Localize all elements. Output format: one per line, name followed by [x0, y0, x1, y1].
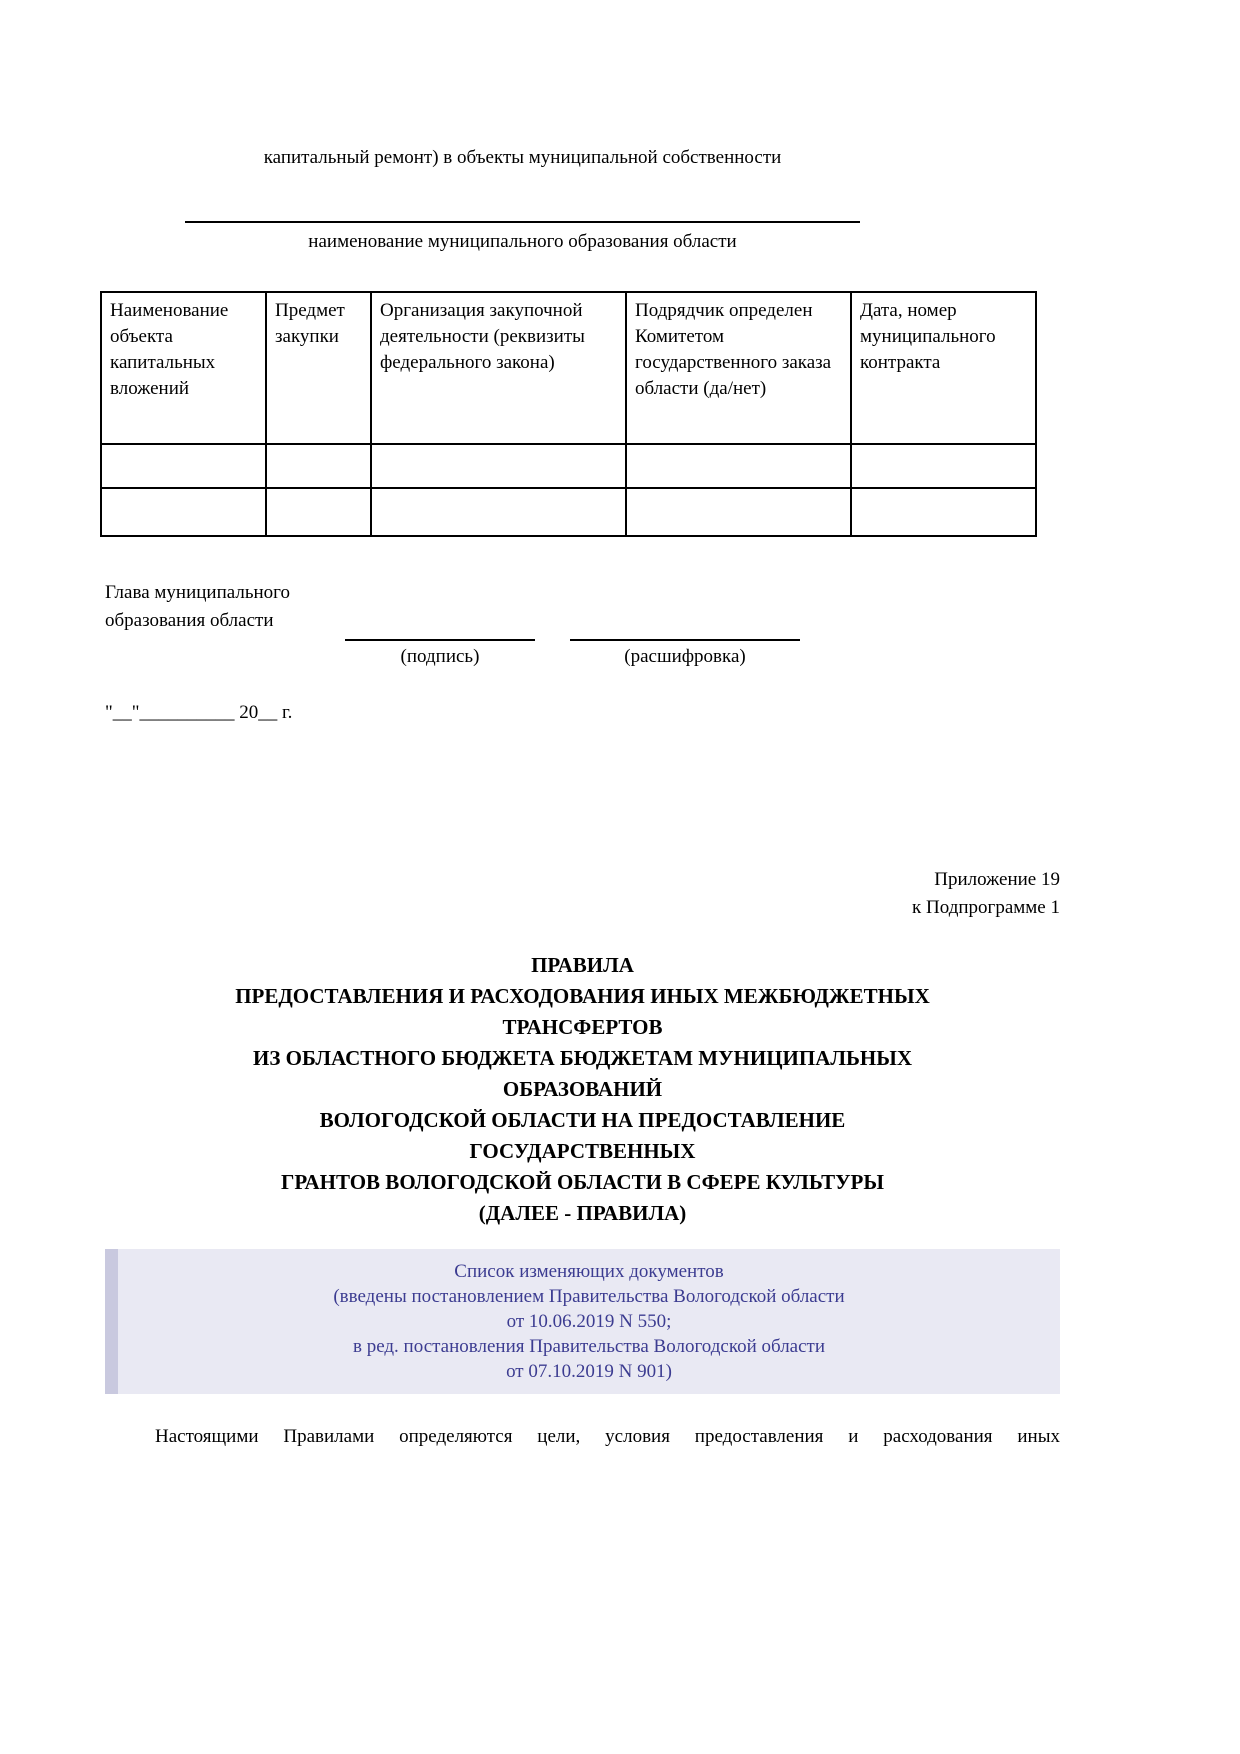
rules-title-line: ТРАНСФЕРТОВ	[502, 1015, 663, 1039]
table-cell	[626, 444, 851, 488]
amendments-line: Список изменяющих документов	[454, 1261, 724, 1282]
rules-title-line: ПРЕДОСТАВЛЕНИЯ И РАСХОДОВАНИЯ ИНЫХ МЕЖБЮДЖЕТНЫХ	[235, 984, 930, 1008]
amendments-line: от 10.06.2019 N 550;	[506, 1311, 672, 1332]
appendix-subprogram: к Подпрограмме 1	[912, 897, 1060, 918]
municipality-name-underline	[185, 221, 860, 223]
rules-title-line: ГОСУДАРСТВЕННЫХ	[469, 1139, 696, 1163]
amendments-box-content	[118, 1249, 1060, 1394]
table-header-row	[101, 292, 1036, 444]
rules-title-line: ИЗ ОБЛАСТНОГО БЮДЖЕТА БЮДЖЕТАМ МУНИЦИПАЛЬНЫХ	[252, 1046, 913, 1070]
form-header-block	[105, 0, 940, 255]
table-header-object-name: Наименование объекта капитальных вложений	[101, 292, 266, 444]
signature-section	[105, 579, 1060, 670]
table-cell	[851, 444, 1036, 488]
signature-role-line-2: образования области	[105, 610, 274, 631]
rules-title-line: ПРАВИЛА	[531, 953, 634, 977]
table-cell	[371, 488, 626, 536]
table-header-procurement-subject: Предмет закупки	[266, 292, 371, 444]
table-cell	[266, 444, 371, 488]
amendments-line: в ред. постановления Правительства Вологодской области	[352, 1336, 826, 1357]
table-cell	[371, 444, 626, 488]
table-cell	[626, 488, 851, 536]
table-cell	[266, 488, 371, 536]
amendments-line: (введены постановлением Правительства Вологодской области	[333, 1286, 845, 1307]
appendix-reference	[105, 866, 1060, 922]
signature-column	[345, 579, 535, 670]
transcript-column	[570, 579, 800, 670]
form-continuation-text: капитальный ремонт) в объекты муниципальной собственности	[263, 147, 782, 168]
table-row	[101, 488, 1036, 536]
transcript-underline	[570, 579, 800, 641]
signature-role-label	[105, 579, 345, 670]
document-content	[105, 0, 1060, 1450]
amendments-box-left-strip	[105, 1249, 118, 1394]
rules-title-line: ВОЛОГОДСКОЙ ОБЛАСТИ НА ПРЕДОСТАВЛЕНИЕ	[319, 1108, 846, 1132]
rules-title-line: ОБРАЗОВАНИЙ	[502, 1077, 663, 1101]
table-header-contract-date-number: Дата, номер муниципального контракта	[851, 292, 1036, 444]
table-cell	[101, 444, 266, 488]
appendix-number: Приложение 19	[934, 869, 1060, 890]
date-blank-line: "__"__________ 20__ г.	[105, 702, 293, 723]
table-header-contractor-committee: Подрядчик определен Комитетом государственного заказа области (да/нет)	[626, 292, 851, 444]
table-header-procurement-organization: Организация закупочной деятельности (реквизиты федерального закона)	[371, 292, 626, 444]
amendments-box	[105, 1249, 1060, 1394]
table-row	[101, 444, 1036, 488]
municipality-name-caption: наименование муниципального образования области	[308, 231, 737, 252]
rules-title-line: ГРАНТОВ ВОЛОГОДСКОЙ ОБЛАСТИ В СФЕРЕ КУЛЬТУРЫ	[280, 1170, 884, 1194]
capital-investments-table	[100, 291, 1037, 537]
signature-underline	[345, 579, 535, 641]
table-cell	[851, 488, 1036, 536]
transcript-caption: (расшифровка)	[624, 646, 746, 667]
rules-title-line: (ДАЛЕЕ - ПРАВИЛА)	[478, 1201, 687, 1225]
amendments-line: от 07.10.2019 N 901)	[506, 1361, 672, 1382]
rules-title	[105, 950, 1060, 1229]
body-paragraph: Настоящими Правилами определяются цели, условия предоставления и расходования иных	[155, 1426, 1060, 1447]
table-cell	[101, 488, 266, 536]
signature-role-line-1: Глава муниципального	[105, 582, 290, 603]
signature-caption: (подпись)	[400, 646, 480, 667]
